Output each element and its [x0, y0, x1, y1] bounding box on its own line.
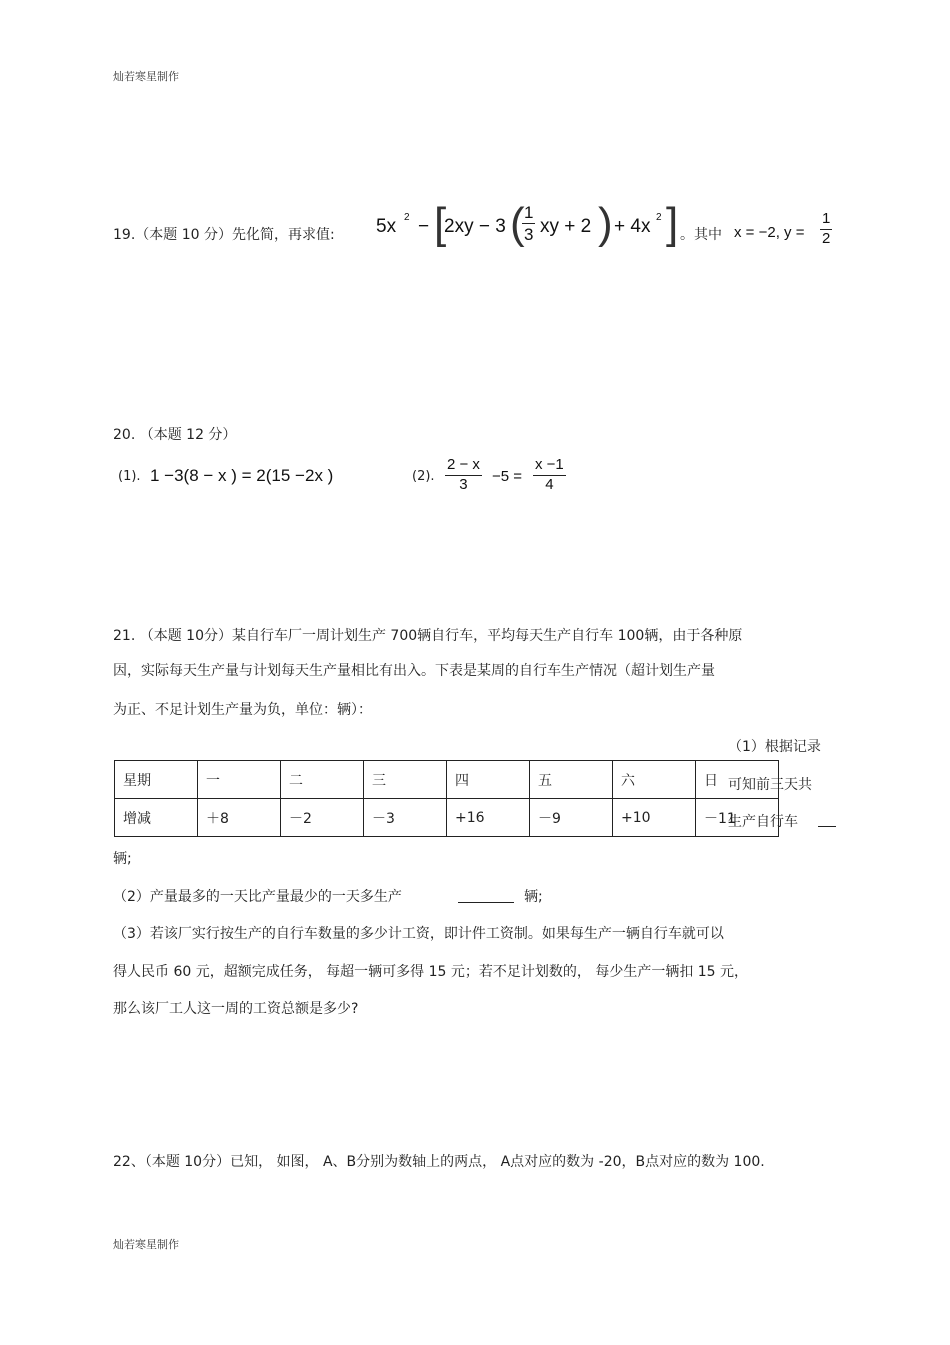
- q19-frac-den: 3: [524, 225, 534, 245]
- q19-left-bracket: [: [434, 199, 447, 248]
- q21-line3: 为正、不足计划生产量为负，单位：辆）：: [113, 702, 372, 718]
- q21-part2-text: （2）产量最多的一天比产量最少的一天多生产: [113, 889, 402, 905]
- table-cell: 二: [281, 761, 364, 799]
- production-table: [114, 760, 779, 837]
- q19-cond-num: 1: [820, 210, 832, 230]
- q19-exp-b: 2: [656, 212, 662, 223]
- q19-minus: −: [418, 216, 430, 237]
- q20-part2-middle: −5 =: [492, 468, 523, 485]
- q19-label: 19.（本题 10 分）先化简，再求值:: [113, 227, 335, 243]
- q21-part2-unit: 辆;: [524, 889, 543, 905]
- q19-cond-fraction: [820, 210, 832, 249]
- q19-inner-c: + 4x: [614, 216, 651, 237]
- q19-fraction: [522, 202, 535, 246]
- watermark-top: 灿若寒星制作: [113, 70, 179, 83]
- q19-right-paren: ): [598, 199, 613, 248]
- table-cell: －9: [530, 799, 613, 837]
- q19-tail: 。其中: [680, 227, 722, 243]
- q21-answer-blank-1: [818, 826, 836, 827]
- q22-line1: 22、（本题 10分）已知， 如图， A、B分别为数轴上的两点， A点对应的数为 -20，B点对应的数为 100.: [113, 1154, 765, 1170]
- q20-num-right: x −1: [533, 456, 566, 476]
- q21-part3-line2: 得人民币 60 元，超额完成任务， 每超一辆可多得 15 元；若不足计划数的， 每少生产一辆扣 15 元，: [113, 964, 749, 980]
- table-cell: 六: [613, 761, 696, 799]
- table-cell: +16: [447, 799, 530, 837]
- q19-inner-a: 2xy − 3: [444, 216, 506, 237]
- q21-line2: 因，实际每天生产量与计划每天生产量相比有出入。下表是某周的自行车生产情况（超计划生产量: [113, 663, 715, 679]
- q21-side-note-2: 可知前三天共: [728, 777, 812, 793]
- watermark-bottom: 灿若寒星制作: [113, 1238, 179, 1251]
- q21-line1: 21. （本题 10分）某自行车厂一周计划生产 700辆自行车，平均每天生产自行车 100辆，由于各种原: [113, 628, 743, 644]
- q19-inner-b: xy + 2: [540, 216, 592, 237]
- q20-den-left: 3: [459, 475, 468, 493]
- table-data-row: [115, 799, 779, 837]
- q20-part2-fraction-left: [445, 456, 482, 495]
- table-cell: 一: [198, 761, 281, 799]
- table-cell: 星期: [115, 761, 198, 799]
- q19-right-bracket: ]: [666, 199, 679, 248]
- table-cell: 三: [364, 761, 447, 799]
- q19-cond-den: 2: [822, 229, 831, 247]
- table-cell: 增减: [115, 799, 198, 837]
- table-cell: 五: [530, 761, 613, 799]
- q20-part1-equation: 1 −3(8 − x ) = 2(15 −2x ): [150, 466, 334, 485]
- q21-part3-line1: （3）若该厂实行按生产的自行车数量的多少计工资，即计件工资制。如果每生产一辆自行车就可以: [113, 926, 724, 942]
- table-cell: －11: [696, 799, 779, 837]
- q20-label: 20. （本题 12 分）: [113, 427, 237, 443]
- table-cell: 四: [447, 761, 530, 799]
- q21-side-note-1: （1）根据记录: [728, 739, 821, 755]
- q20-part1-label: (1).: [118, 469, 141, 484]
- q21-part3-line3: 那么该厂工人这一周的工资总额是多少?: [113, 1001, 359, 1017]
- table-header-row: [115, 761, 779, 799]
- table-cell: 日: [696, 761, 779, 799]
- q20-num-left: 2 − x: [445, 456, 482, 476]
- q19-expr-5x: 5x: [376, 216, 397, 237]
- q19-frac-num: 1: [522, 202, 535, 224]
- q19-condition: x = −2, y =: [734, 224, 805, 241]
- q21-side-note-3: 生产自行车: [728, 814, 798, 830]
- q21-answer-blank-2: [458, 902, 514, 903]
- q19-exp-a: 2: [404, 212, 410, 223]
- q20-den-right: 4: [545, 475, 554, 493]
- q20-part2-fraction-right: [533, 456, 566, 495]
- q19-left-paren: (: [510, 199, 525, 248]
- q20-part2-label: (2).: [412, 469, 435, 484]
- q21-after-table: 辆;: [113, 851, 132, 867]
- table-cell: ＋8: [198, 799, 281, 837]
- table-cell: －2: [281, 799, 364, 837]
- table-cell: －3: [364, 799, 447, 837]
- table-cell: +10: [613, 799, 696, 837]
